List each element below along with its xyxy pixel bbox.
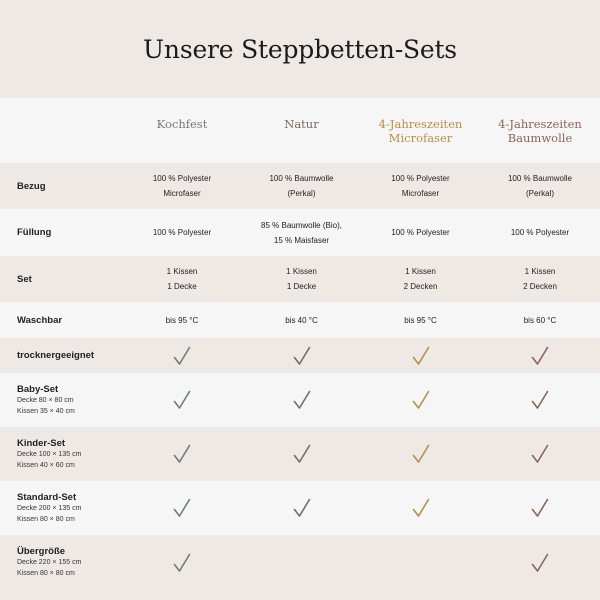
row-label: Waschbar — [17, 314, 63, 326]
value-cell: 100 % Polyester — [122, 209, 242, 256]
check-cell — [361, 481, 480, 535]
row-size-detail: Kissen 40 × 60 cm — [17, 461, 75, 469]
checkmark-icon — [173, 390, 191, 410]
check-cell — [122, 481, 242, 535]
column-header-4-jahreszeiten-baumwolle: 4-Jahreszeiten Baumwolle — [480, 98, 600, 163]
check-cell — [480, 481, 600, 535]
row-label-cell — [0, 481, 122, 535]
row-label-cell — [0, 427, 122, 481]
checkmark-icon — [531, 444, 549, 464]
value-cell: bis 95 °C — [122, 302, 242, 338]
checkmark-icon — [412, 390, 430, 410]
checkmark-icon — [173, 553, 191, 573]
check-cell — [122, 427, 242, 481]
check-cell — [122, 373, 242, 427]
header-empty-cell — [0, 98, 122, 163]
check-cell — [480, 535, 600, 590]
table-row — [0, 373, 600, 427]
check-cell — [242, 427, 361, 481]
row-label-cell — [0, 373, 122, 427]
row-size-detail: Kissen 80 × 80 cm — [17, 515, 75, 523]
value-cell: 85 % Baumwolle (Bio), 15 % Maisfaser — [242, 209, 361, 256]
checkmark-icon — [412, 498, 430, 518]
check-cell — [361, 338, 480, 373]
row-size-detail: Decke 100 × 135 cm — [17, 450, 82, 458]
row-label: Bezug — [17, 180, 46, 192]
checkmark-icon — [173, 498, 191, 518]
row-size-detail: Decke 220 × 155 cm — [17, 559, 82, 566]
check-cell — [361, 427, 480, 481]
row-size-detail: Kissen 35 × 40 cm — [17, 407, 75, 415]
checkmark-icon — [531, 553, 549, 573]
value-cell: 100 % Polyester — [361, 209, 480, 256]
checkmark-icon — [412, 444, 430, 464]
row-label: Übergröße — [17, 546, 66, 557]
row-label: trocknergeeignet — [17, 350, 95, 361]
table-row — [0, 302, 600, 338]
row-label: Füllung — [17, 227, 52, 238]
value-cell: bis 40 °C — [242, 302, 361, 338]
value-cell: 100 % Baumwolle (Perkal) — [480, 163, 600, 209]
check-cell — [122, 535, 242, 590]
check-cell — [122, 338, 242, 373]
value-cell: 1 Kissen 1 Decke — [122, 256, 242, 302]
value-cell: bis 95 °C — [361, 302, 480, 338]
value-cell: 1 Kissen 2 Decken — [480, 256, 600, 302]
checkmark-icon — [293, 390, 311, 410]
check-cell — [242, 535, 361, 590]
table-row — [0, 481, 600, 535]
checkmark-icon — [531, 346, 549, 366]
checkmark-icon — [293, 346, 311, 366]
table-row — [0, 338, 600, 373]
checkmark-icon — [293, 498, 311, 518]
row-label-cell — [0, 163, 122, 209]
table-row — [0, 535, 600, 590]
table-row — [0, 427, 600, 481]
row-size-detail: Decke 200 × 135 cm — [17, 504, 82, 512]
checkmark-icon — [531, 498, 549, 518]
column-header-4-jahreszeiten-microfaser: 4-Jahreszeiten Microfaser — [361, 98, 480, 163]
value-cell: bis 60 °C — [480, 302, 600, 338]
checkmark-icon — [173, 346, 191, 366]
row-label-cell — [0, 338, 122, 373]
check-cell — [242, 373, 361, 427]
value-cell: 100 % Polyester — [480, 209, 600, 256]
check-cell — [361, 373, 480, 427]
value-cell: 100 % Baumwolle (Perkal) — [242, 163, 361, 209]
row-label: Baby-Set — [17, 383, 59, 395]
header-row — [0, 98, 600, 163]
value-cell: 100 % Polyester Microfaser — [361, 163, 480, 209]
value-cell: 1 Kissen 1 Decke — [242, 256, 361, 302]
checkmark-icon — [293, 444, 311, 464]
value-cell: 1 Kissen 2 Decken — [361, 256, 480, 302]
comparison-table — [0, 98, 600, 590]
value-cell: 100 % Polyester Microfaser — [122, 163, 242, 209]
table-row — [0, 256, 600, 302]
check-cell — [480, 338, 600, 373]
row-label: Standard-Set — [17, 491, 77, 503]
table-row — [0, 163, 600, 209]
row-label: Kinder-Set — [17, 437, 66, 449]
checkmark-icon — [412, 346, 430, 366]
checkmark-icon — [173, 444, 191, 464]
page-title: Unsere Steppbetten-Sets — [143, 35, 457, 64]
row-label-cell — [0, 256, 122, 302]
check-cell — [480, 373, 600, 427]
column-header-kochfest: Kochfest — [122, 98, 242, 163]
check-cell — [242, 338, 361, 373]
check-cell — [361, 535, 480, 590]
check-cell — [242, 481, 361, 535]
row-size-detail: Decke 80 × 80 cm — [17, 396, 74, 404]
checkmark-icon — [531, 390, 549, 410]
row-label-cell — [0, 302, 122, 338]
row-label-cell — [0, 535, 122, 590]
row-label: Set — [17, 273, 32, 285]
table-row — [0, 209, 600, 256]
row-size-detail: Kissen 80 × 80 cm — [17, 570, 75, 577]
column-header-natur: Natur — [242, 98, 361, 163]
check-cell — [480, 427, 600, 481]
row-label-cell — [0, 209, 122, 256]
